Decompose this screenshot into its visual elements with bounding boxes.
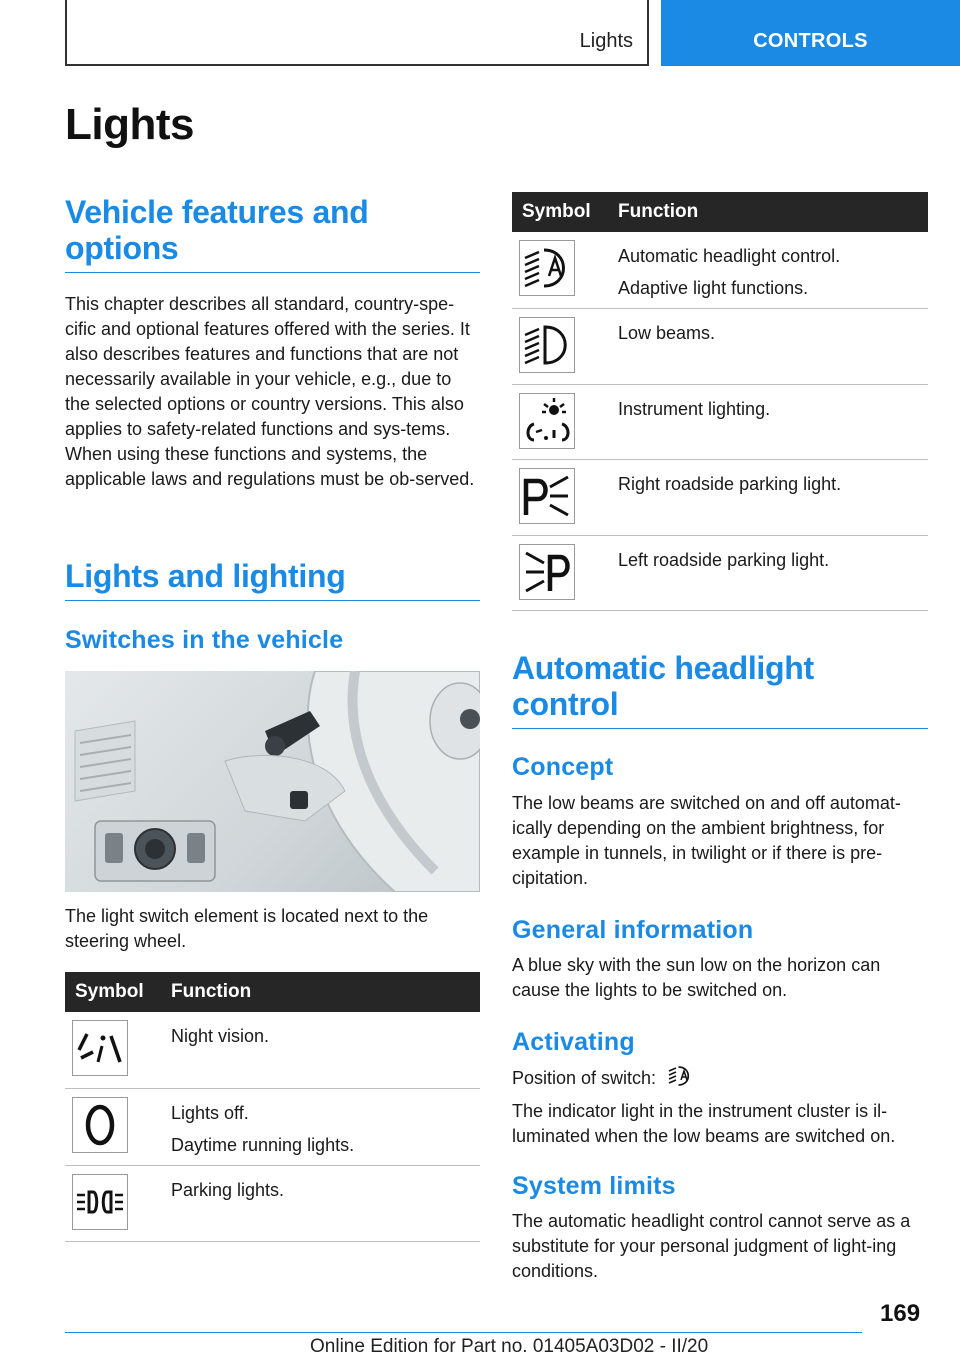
vehicle-features-body [65,292,480,492]
header-section-label: Lights [579,30,633,52]
system-limits-body [512,1209,928,1284]
function-text: Instrument lighting. [618,399,771,419]
symbol-cell [512,309,618,385]
table-row [512,385,928,460]
system-limits-heading: System limits [512,1172,676,1200]
activating-heading: Activating [512,1028,635,1056]
function-text: Parking lights. [171,1179,285,1200]
table-row [65,1012,480,1088]
activating-paragraph: The indicator light in the instrument cluster is il-luminated when the low beams are switched on. [512,1101,896,1146]
function-cell [618,460,928,536]
function-text: Daytime running lights. [171,1134,355,1155]
light-switch-photo [65,671,480,892]
symbol-cell [512,536,618,611]
general-info-paragraph: A blue sky with the sun low on the horizon can cause the lights to be switched on. [512,955,881,1000]
function-cell [171,1012,480,1088]
footer-edition: Online Edition for Part no. 01405A03D02 - II/20 [310,1336,709,1357]
function-text: Automatic headlight control. [618,246,841,266]
vehicle-features-paragraph: This chapter describes all standard, country-spe-cific and optional features offered with the series. It also describes features and functions that are not necessarily available in your vehicle, e.g., due to the selected options or country versions. This also applies to safety-related functions and sys-tems. When using these functions and systems, the applicable laws and regulations must be ob-served. [65,294,475,489]
auto-headlight-heading: Automatic headlight control [512,650,928,729]
lights-and-lighting-heading: Lights and lighting [65,558,480,601]
page-title: Lights [65,100,194,149]
auto-headlight-inline-icon [667,1065,693,1087]
table-row [512,309,928,385]
function-cell [618,385,928,460]
symbol-cell [512,460,618,536]
left-symbol-table [65,972,480,1242]
night-vision-icon [72,1020,128,1076]
page-number: 169 [880,1300,921,1327]
symbol-cell [65,1012,171,1088]
function-text: Right roadside parking light. [618,474,842,494]
header-chapter-tab: CONTROLS [661,0,960,66]
symbol-cell [512,232,618,309]
table-row [65,1165,480,1241]
function-text: Night vision. [171,1026,270,1046]
symbol-cell [512,385,618,460]
vehicle-features-heading: Vehicle features and options [65,194,480,273]
header-section-box [65,0,649,66]
function-cell [618,232,928,309]
switches-caption-text: The light switch element is located next to the steering wheel. [65,906,429,951]
function-text: Lights off. [171,1102,249,1123]
function-text: Low beams. [618,323,716,343]
table-row [65,1088,480,1165]
table-row [512,232,928,309]
lights-off-icon [72,1097,128,1153]
symbol-column-header: Symbol [65,972,171,1012]
right-symbol-table [512,192,928,611]
function-text: Left roadside parking light. [618,550,830,570]
instrument-lighting-icon [519,393,575,449]
activating-body [512,1065,928,1149]
concept-paragraph: The low beams are switched on and off automat-ically depending on the ambient brightness, for example in tunnels, in twilight or if there is pre-cipitation. [512,793,901,888]
parking-lights-icon [72,1174,128,1230]
function-cell [171,1088,480,1165]
function-text: Adaptive light functions. [618,278,809,298]
table-row [512,460,928,536]
symbol-cell [65,1088,171,1165]
auto-headlight-icon [519,240,575,296]
position-label: Position of switch: [512,1068,657,1088]
switches-heading: Switches in the vehicle [65,626,344,654]
table-header-row [65,972,480,1012]
right-parking-light-icon [519,468,575,524]
concept-body [512,791,928,891]
symbol-column-header: Symbol [512,192,618,232]
footer-divider [65,1332,862,1333]
concept-heading: Concept [512,753,614,781]
table-row [512,536,928,611]
activating-position-line [512,1065,928,1091]
table-header-row [512,192,928,232]
general-info-heading: General information [512,916,754,944]
system-limits-paragraph: The automatic headlight control cannot serve as a substitute for your personal judgment of light-ing conditions. [512,1211,911,1281]
symbol-cell [65,1165,171,1241]
function-column-header: Function [171,972,480,1012]
function-cell [171,1165,480,1241]
function-cell [618,309,928,385]
left-parking-light-icon [519,544,575,600]
switches-caption [65,904,480,954]
low-beams-icon [519,317,575,373]
dashboard-illustration [65,671,480,892]
function-cell [618,536,928,611]
general-info-body [512,953,928,1003]
function-column-header: Function [618,192,928,232]
